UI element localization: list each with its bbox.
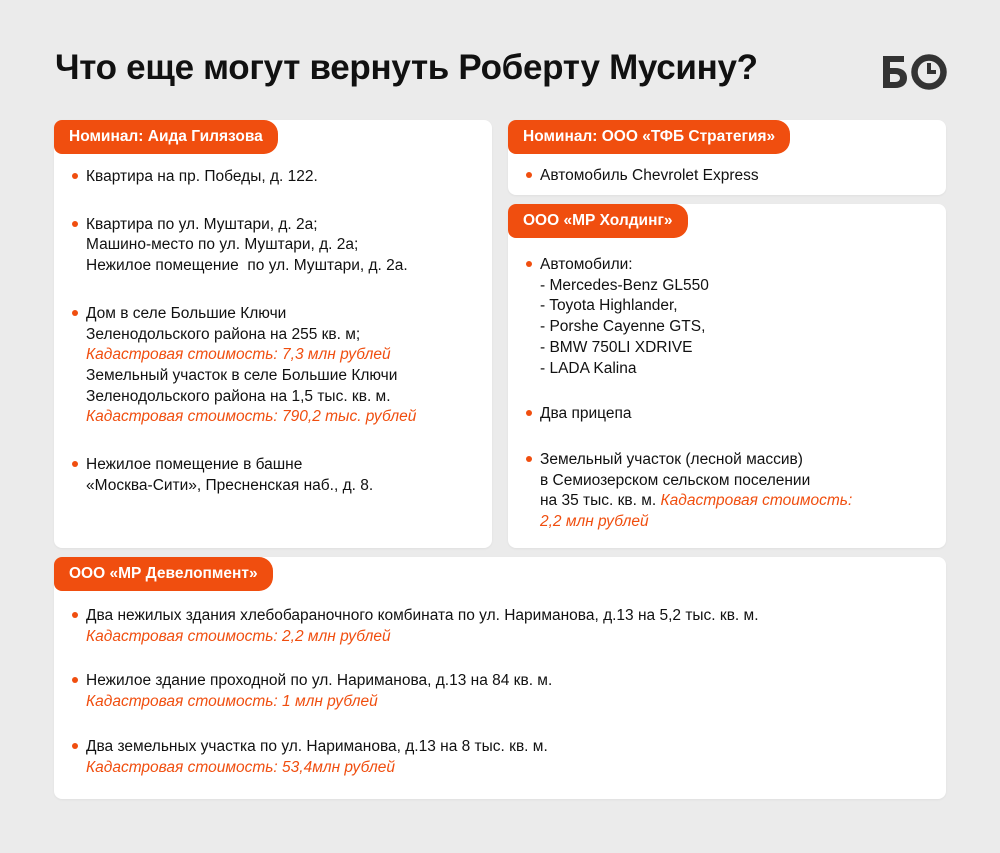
item-text: «Москва-Сити», Пресненская наб., д. 8. (86, 476, 374, 494)
cadastral-label: Кадастровая стоимость: (660, 492, 853, 510)
item-text: Зеленодольского района на 255 кв. м; (86, 325, 361, 343)
item-text: Автомобили: (540, 256, 633, 273)
list-item (72, 606, 938, 647)
item-text: Два земельных участка по ул. Нариманова, д.13 на 8 тыс. кв. м. (86, 737, 548, 755)
cadastral-value: Кадастровая стоимость: 7,3 млн рублей (86, 346, 391, 364)
card-tag: ООО «МР Девелопмент» (54, 557, 273, 591)
page-title: Что еще могут вернуть Роберту Мусину? (55, 48, 758, 87)
list-item (72, 737, 938, 778)
bo-logo-icon (880, 52, 950, 92)
bullet-icon (526, 261, 532, 267)
item-text: Два нежилых здания хлебобараночного комбината по ул. Нариманова, д.13 на 5,2 тыс. кв. м. (86, 607, 759, 624)
bullet-icon (72, 310, 78, 316)
list-item (526, 404, 938, 425)
cadastral-value: Кадастровая стоимость: 53,4млн рублей (86, 758, 395, 776)
list-item (526, 450, 938, 533)
item-text: - BMW 750LI XDRIVE (540, 338, 693, 356)
item-text: Дом в селе Большие Ключи (86, 304, 287, 322)
cadastral-value: Кадастровая стоимость: 1 млн рублей (86, 693, 378, 711)
bullet-icon (526, 410, 532, 416)
list-item (72, 215, 484, 277)
card-mr-holding (508, 204, 946, 548)
bullet-icon (526, 172, 532, 178)
bullet-icon (72, 743, 78, 749)
card-tag: ООО «МР Холдинг» (508, 204, 688, 238)
bullet-icon (72, 221, 78, 227)
item-text: Два прицепа (540, 405, 632, 423)
item-text: Автомобиль Chevrolet Express (540, 167, 759, 184)
list-item (72, 671, 938, 712)
item-text: Нежилое помещение в башне (86, 456, 303, 474)
item-text-row (540, 491, 938, 512)
item-text: Машино-место по ул. Муштари, д. 2а; (86, 236, 359, 254)
card-gilyazova (54, 120, 492, 548)
card-tag: Номинал: ООО «ТФБ Стратегия» (508, 120, 790, 154)
bullet-icon (72, 612, 78, 618)
card-tag: Номинал: Аида Гилязова (54, 120, 278, 154)
item-text: в Семиозерском сельском поселении (540, 471, 811, 489)
bullet-icon (72, 173, 78, 179)
bullet-icon (526, 456, 532, 462)
item-text: Квартира по ул. Муштари, д. 2а; (86, 215, 318, 233)
card-mr-development (54, 557, 946, 799)
item-text: - Toyota Highlander, (540, 297, 678, 315)
item-text: Земельный участок (лесной массив) (540, 450, 803, 468)
list-item (72, 167, 484, 188)
list-item (72, 455, 484, 496)
bullet-icon (72, 461, 78, 467)
item-text: - Mercedes-Benz GL550 (540, 276, 709, 294)
item-text: - Porshe Cayenne GTS, (540, 318, 706, 336)
list-item (72, 304, 484, 428)
item-text: Нежилое здание проходной по ул. Нариманова, д.13 на 84 кв. м. (86, 672, 553, 690)
item-text: Нежилое помещение по ул. Муштари, д. 2а. (86, 257, 408, 275)
list-item (526, 166, 938, 187)
item-text: на 35 тыс. кв. м. (540, 492, 657, 510)
item-text: Квартира на пр. Победы, д. 122. (86, 168, 318, 185)
cadastral-value: 2,2 млн рублей (540, 513, 649, 531)
bo-logo (880, 52, 950, 92)
item-text: Зеленодольского района на 1,5 тыс. кв. м. (86, 387, 391, 405)
bullet-icon (72, 677, 78, 683)
item-text: Земельный участок в селе Большие Ключи (86, 366, 398, 384)
list-item (526, 255, 938, 379)
card-tfb (508, 120, 946, 195)
item-text: - LADA Kalina (540, 359, 637, 377)
cadastral-value: Кадастровая стоимость: 790,2 тыс. рублей (86, 408, 417, 426)
cadastral-value: Кадастровая стоимость: 2,2 млн рублей (86, 627, 391, 645)
